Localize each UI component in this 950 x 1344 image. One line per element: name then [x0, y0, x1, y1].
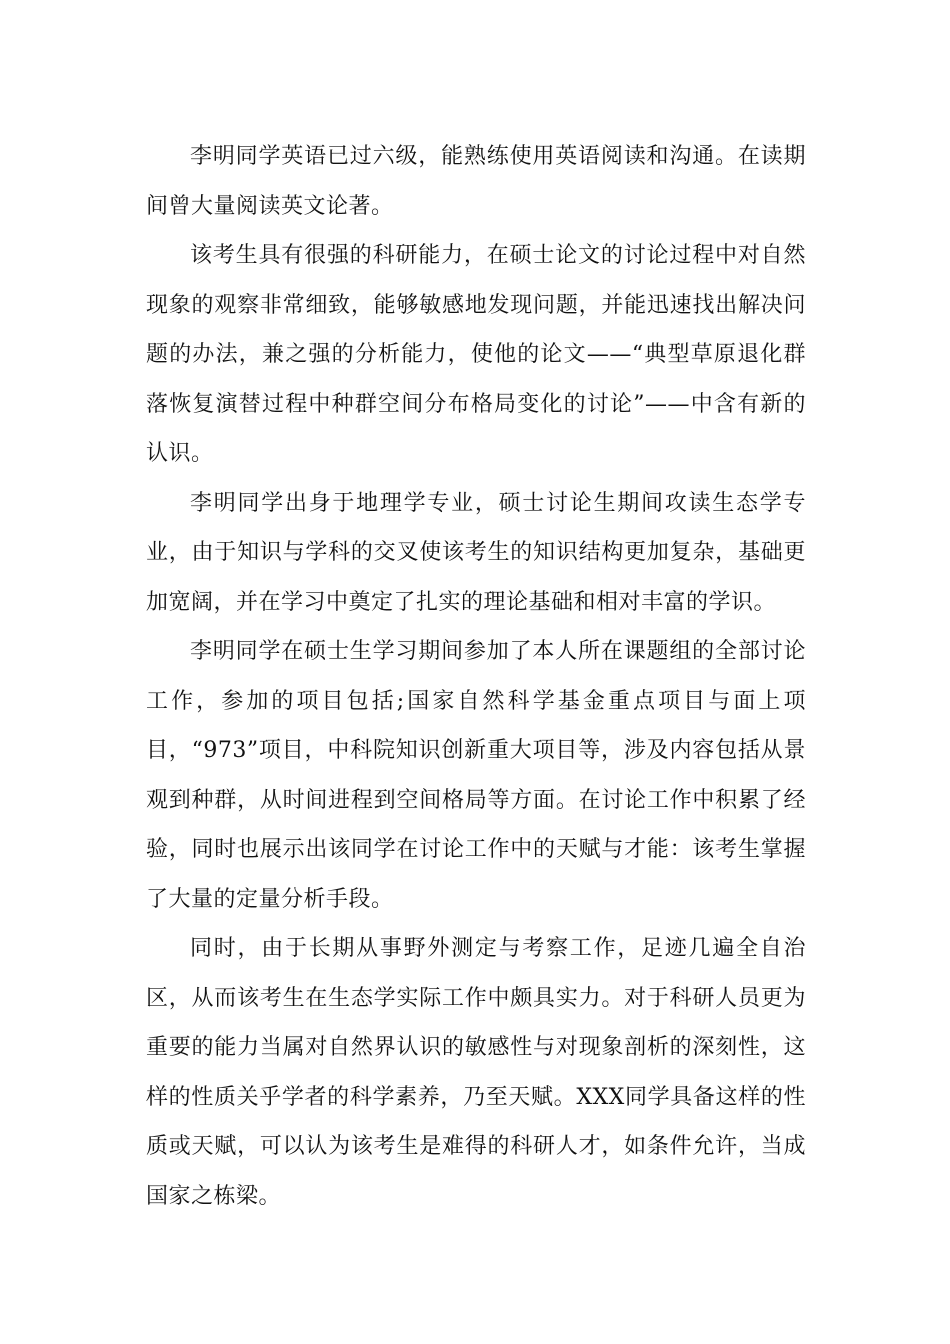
paragraph-project-experience: 李明同学在硕士生学习期间参加了本人所在课题组的全部讨论工作，参加的项目包括;国家自然科学基金重点项目与面上项目，“973”项目，中科院知识创新重大项目等，涉及内容包括从景观到种群，从时间进程到空间格局等方面。在讨论工作中积累了经验，同时也展示出该同学在讨论工作中的天赋与才能：该考生掌握了大量的定量分析手段。 [146, 639, 806, 912]
paragraph-research-ability: 该考生具有很强的科研能力，在硕士论文的讨论过程中对自然现象的观察非常细致，能够敏感地发现问题，并能迅速找出解决问题的办法，兼之强的分析能力，使他的论文——“典型草原退化群落恢复演替过程中种群空间分布格局变化的讨论”——中含有新的认识。 [146, 243, 806, 466]
paragraph-english-ability: 李明同学英语已过六级，能熟练使用英语阅读和沟通。在读期间曾大量阅读英文论著。 [146, 144, 806, 219]
paragraph-field-work: 同时，由于长期从事野外测定与考察工作，足迹几遍全自治区，从而该考生在生态学实际工作中颇具实力。对于科研人员更为重要的能力当属对自然界认识的敏感性与对现象剖析的深刻性，这样的性质关乎学者的科学素养，乃至天赋。XXX同学具备这样的性质或天赋，可以认为该考生是难得的科研人才，如条件允许，当成国家之栋梁。 [146, 936, 806, 1209]
paragraph-academic-background: 李明同学出身于地理学专业，硕士讨论生期间攻读生态学专业，由于知识与学科的交叉使该考生的知识结构更加复杂，基础更加宽阔，并在学习中奠定了扎实的理论基础和相对丰富的学识。 [146, 490, 806, 615]
document-body [146, 132, 806, 1221]
